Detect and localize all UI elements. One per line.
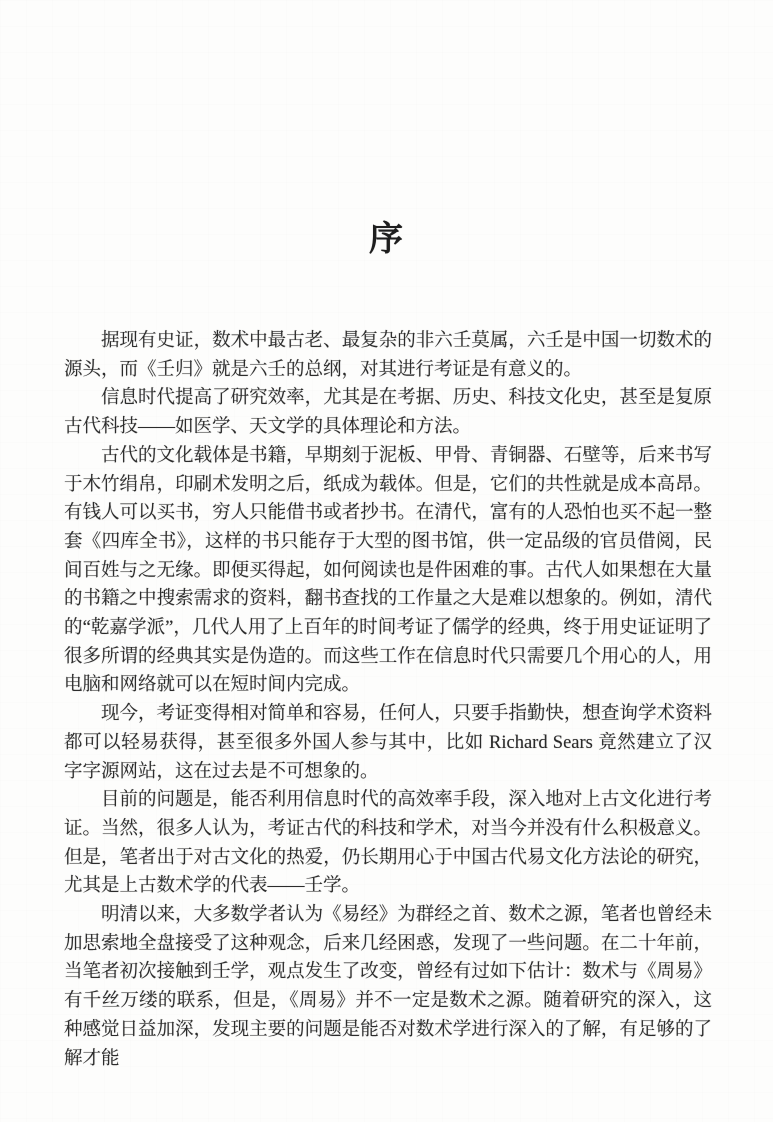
page-body xyxy=(64,327,712,1073)
page-title: 序 xyxy=(369,221,404,258)
paragraph-5: 目前的问题是，能否利用信息时代的高效率手段，深入地对上古文化进行考证。当然，很多人认为，考证古代的科技和学术，对当今并没有什么积极意义。但是，笔者出于对古文化的热爱，仍长期用心于中国古代易文化方法论的研究，尤其是上古数术学的代表——壬学。 xyxy=(64,790,712,897)
paragraph-4: 现今，考证变得相对简单和容易，任何人，只要手指勤快，想查询学术资料都可以轻易获得，甚至很多外国人参与其中，比如 Richard Sears 竟然建立了汉字字源网站，这在过去是不可想象的。 xyxy=(64,704,712,782)
paragraph-1: 据现有史证，数术中最古老、最复杂的非六壬莫属，六壬是中国一切数术的源头，而《壬归》就是六壬的总纲，对其进行考证是有意义的。 xyxy=(64,331,712,380)
paragraph-3: 古代的文化载体是书籍，早期刻于泥板、甲骨、青铜器、石壁等，后来书写于木竹绢帛，印刷术发明之后，纸成为载体。但是，它们的共性就是成本高昂。有钱人可以买书，穷人只能借书或者抄书。在清代，富有的人恐怕也买不起一整套《四库全书》，这样的书只能存于大型的图书馆，供一定品级的官员借阅，民间百姓与之无缘。即便买得起，如何阅读也是件困难的事。古代人如果想在大量的书籍之中搜索需求的资料，翻书查找的工作量之大是难以想象的。例如，清代的“乾嘉学派”，几代人用了上百年的时间考证了儒学的经典，终于用史证证明了很多所谓的经典其实是伪造的。而这些工作在信息时代只需要几个用心的人，用电脑和网络就可以在短时间内完成。 xyxy=(64,445,712,696)
paragraph-6: 明清以来，大多数学者认为《易经》为群经之首、数术之源，笔者也曾经未加思索地全盘接受了这种观念，后来几经困惑，发现了一些问题。在二十年前，当笔者初次接触到壬学，观点发生了改变，曾经有过如下估计：数术与《周易》有千丝万缕的联系，但是，《周易》并不一定是数术之源。随着研究的深入，这种感觉日益加深，发现主要的问题是能否对数术学进行深入的了解，有足够的了解才能 xyxy=(64,905,712,1069)
paragraph-2: 信息时代提高了研究效率，尤其是在考据、历史、科技文化史，甚至是复原古代科技——如医学、天文学的具体理论和方法。 xyxy=(64,388,712,438)
